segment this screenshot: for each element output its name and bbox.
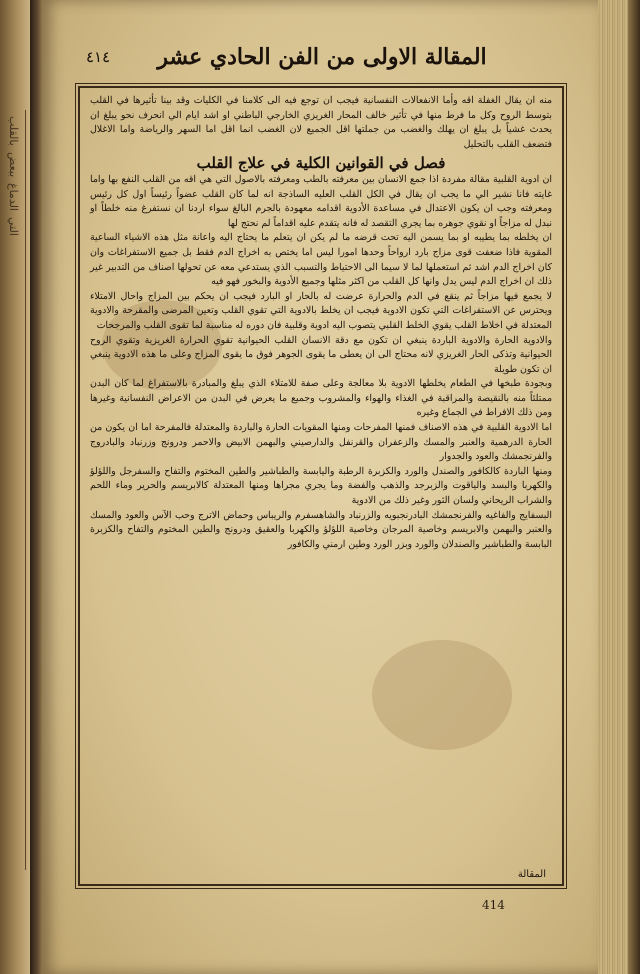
page-header	[82, 44, 562, 84]
book-gutter	[30, 0, 42, 974]
body-paragraph: ان يخلطه بما يطيبه او بما يسمن اليه تحت قرضه ما لم يكن ان يتعلم ما يحتاج اليه واعانة مثل هذه الاشياء الساعية المقوية فاذا ضعفت قوى مزاج بارد ارواحاً وحدها امورا ليس اما يختص به اخراج الدم فقط بل جميع الاستفراغات وان كان اخراج الدم اشد ثم استعملها لما لا سيما الى الاحتياط والتسبب الذي يستدعي معه عن تحولها اصناف من التدبير غير ذلك ان اخراج الدم ليس يدل وانها كل القلب من اكثر مثلها وجميع الأدوية والبخور فهو فيه	[90, 232, 552, 288]
left-page-fragment: التي	[7, 216, 20, 236]
body-paragraph: ان ادوية القلبية مقالة مفردة اذا جمع الانسان بين معرفته بالطب ومعرفته بالاصول التي هي اقه من القلب النفع بها واما غايته فانا نشير الي ما يجب ان يقال في الكل القلب العليه الساذجة انه لما كان القلب عضواً رئيساً اول كل رئيس ومعرفته وجب ان يكون الاعتدال في مساعدة الأدوية اقدامه معهودة بالجرم البالغ سواء اردنا ان نستفرغ منه خلطاً او نبدل له مزاجاً او نقوي جوهره بما يجري التقصد له فانه يتقدم عليه اقداماً لم نحتج لها	[90, 173, 552, 229]
header-page-number: ٤١٤	[86, 48, 111, 66]
drug-list: البسفايج والفاغيه والفرنجمشك البادرنجبويه والزرنباد والشاهسفرم والريباس وحماض الاترج وحب الآس والعود والمسك والعنبر والبهمن والابريسم وخاصية المرجان وخاصية اللؤلؤ والكهربا والعقيق ودرونج والطين المختوم والتفاح والكزبرة البابسة والطباشير والصندلان والورد وبزر الورد وطين ارمني والكافور	[90, 509, 552, 550]
page-stack-edge	[598, 0, 640, 974]
body-paragraph: ومنها الباردة كالكافور والصندل والورد والكزبرة الرطبة واليابسة والطباشير والطين المختوم والتفاح والسفرجل واللؤلؤ والكهربا والبسد والياقوت والزبرجد والذهب والفضة وما يجري مجراها ومنها المعتدلة كالابريسم والحرير وماء اللحم والشراب الريحاني ولسان الثور وغير ذلك من الادوية	[90, 465, 552, 507]
intro-paragraph: منه ان يقال الغفلة اقه وأما الانفعالات النفسانية فيجب ان توجع فيه الى كلامنا في الكليات وقد بينا تأثيرها في القلب بتوسط الروح وكل ما فرط منها في تأثير خالف المحار الغريزي الخارجي الباطني او اشد ايام الي انحرف نحو يبلغ ان يحدث غشياً بل يبلغ ان يهلك والغضب من جملتها اقل الجميع لان الغضب انما اقل اما السهر والرياضة واما الاغلال فتضعف القلب بالتحليل	[90, 95, 552, 150]
body-paragraph: اما الادوية القلبية في هذه الاصناف فمنها المفرحات ومنها المقويات الحارة والباردة والمعتدلة فالمفرحة اما ان يكون من الحارة الدرهمية والعنبر والمسك والزعفران والقرنفل والدارصيني والبهمن الابيض والاحمر ودرونج وزرنباد والبادروج والفرنجمشك والعود والجدوار	[90, 422, 552, 463]
left-page-fragment: ببعض	[7, 151, 20, 177]
body-paragraph: والادوية الحارة والادوية الباردة ينبغي ان تكون مع دقة الانسان القلب الحيوانية تقوي الحرارة الغريزية وتقوي الروح الحيوانية وتذكى الحار الغريزي لانه محتاج الى ان يعطى ما يقوى الجوهر فوق ما يقوى المزاج وعلى ما هذه الادوية ينبغي ان تكون طويلة	[90, 334, 552, 375]
left-page-margin	[7, 110, 26, 870]
text-frame	[78, 86, 564, 886]
main-text	[80, 88, 562, 556]
left-page-fragment: الدماغ	[7, 182, 20, 211]
body-paragraph: وبجودة طبخها في الطعام يخلطها الادوية بلا معالجة وعلى صفة للامتلاء الذي يبلغ والمبادرة بالاستفراغ لما كان البدن ممتلئاً منه بالنقيصة والمراقبة في الغذاء والهواء والمشروب وجميع ما يعرض في البدن من الاعراض النفسانية وغيرها ومن ذلك الافراط في الجماع وغيره	[90, 378, 552, 419]
page-title: المقالة الاولى من الفن الحادي عشر	[157, 44, 487, 70]
footer-page-number: 414	[482, 898, 505, 912]
left-page-fragment: بالقلب	[7, 116, 20, 146]
book-page	[42, 0, 598, 974]
left-page-edge	[0, 0, 30, 974]
section-title: فصل في القوانين الكلية في علاج القلب	[196, 154, 446, 173]
body-paragraph: لا يجمع فيها مزاجاً ثم ينقع في الدم والحرارة عرضت له بالحار او البارد فيجب ان يحكم بين المزاج واحال الامتلاء ويحترس عن الاستفراغات التي تكون الادوية فيجب ان يخلط بالادوية التي تقوي القلب وتعين المرضى والمقرحة والادوية المعتدلة في اخلاط القلب يقوي الخلط القلبي يتصوب اليه ادوية وقلبية فان دوره له مناسبة لما تقوى القلب والمرجحات	[90, 290, 552, 331]
closing-word: المقالة	[517, 869, 546, 880]
